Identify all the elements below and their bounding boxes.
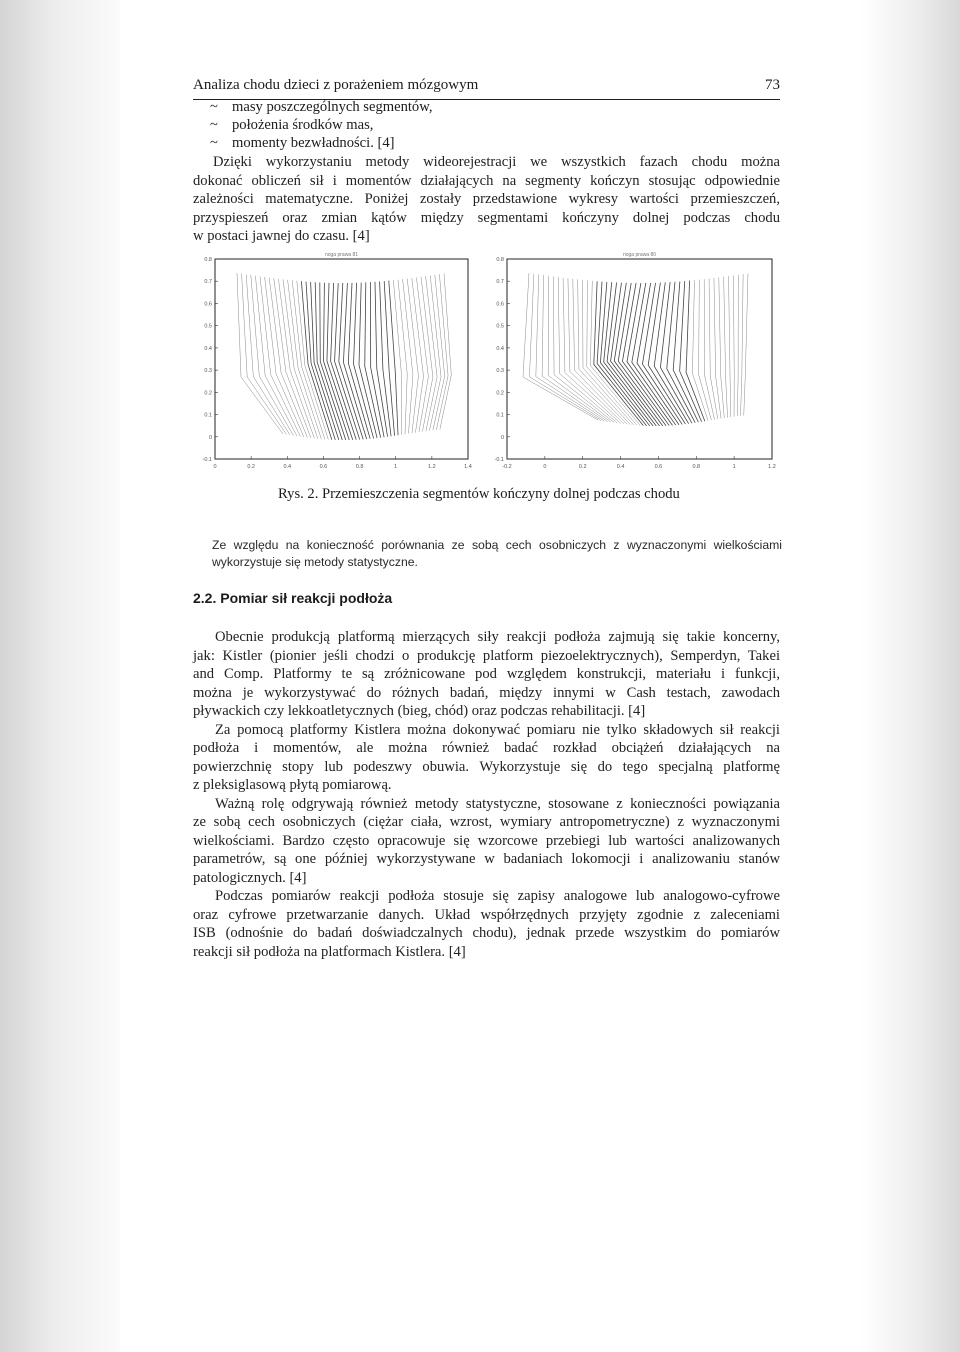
bullet-text: położenia środków mas,: [232, 117, 374, 133]
y-tick-label: 0.6: [204, 301, 212, 308]
header-title: Analiza chodu dzieci z porażeniem mózgowym: [193, 77, 479, 93]
text-line: przyspieszeń oraz zmian kątów między segmentami kończyny dolnej podczas chodu: [193, 209, 780, 226]
section-heading: 2.2. Pomiar sił reakcji podłoża: [193, 590, 393, 606]
bullet-text: momenty bezwładności. [4]: [232, 135, 395, 151]
y-tick-label: 0: [500, 434, 504, 441]
figure-graphic: [193, 248, 785, 476]
strand-line: [359, 283, 377, 438]
bullet-text: masy poszczególnych segmentów,: [232, 99, 433, 115]
strand-line: [265, 277, 304, 437]
y-tick-label: 0.6: [496, 301, 504, 308]
figure-note: [212, 537, 782, 570]
strand-line: [733, 275, 734, 416]
text-line: w postaci jawnej do czasu. [4]: [193, 228, 370, 244]
x-tick-label: 0.8: [355, 464, 364, 470]
panel-title: noga prawa 80: [622, 252, 657, 258]
scan-shadow-right: [860, 0, 960, 1352]
strand-line: [709, 279, 718, 420]
text-line: wielkościami. Bardzo często opracowuje się wzorcowe przebiegi lub wartości analizowanych: [193, 832, 780, 849]
y-tick-label: 0.5: [496, 323, 504, 330]
strand-line: [578, 279, 631, 424]
bullet-marker: ~: [210, 117, 218, 133]
y-tick-label: 0.3: [496, 368, 504, 375]
strand-line: [426, 276, 438, 431]
strand-line: [741, 274, 744, 416]
text-line: and Comp. Platformy te są zróżnicowane pod względem konstrukcji, materiału i funkcji,: [193, 666, 780, 682]
text-line: powierzchnię stopy lub podeszwy obuwia. Wykorzystuje się do tego specjalną platformę: [193, 758, 780, 775]
x-tick-label: 0.2: [247, 464, 255, 470]
x-tick-label: 0.4: [283, 464, 292, 470]
x-tick-label: 0.8: [692, 464, 701, 470]
running-header: [193, 77, 780, 100]
note-line: wykorzystuje się metody statystyczne.: [212, 554, 418, 569]
panel-title: noga prawa 81: [324, 252, 359, 258]
text-line: z pleksiglasową płytą pomiarową.: [193, 777, 392, 793]
text-line: ze sobą cech osobniczych (ciężar ciała, wzrost, wymiary antropometryczne) z wyznaczonymi: [193, 814, 780, 830]
strand-line: [737, 275, 738, 416]
x-tick-label: 1: [732, 464, 736, 470]
strand-line: [729, 276, 731, 417]
y-tick-label: 0.8: [496, 257, 504, 263]
x-tick-label: 1.2: [768, 464, 776, 470]
text-line: pływackich czy lekkoatletycznych (bieg, chód) oraz podczas rehabilitacji. [4]: [193, 703, 646, 719]
y-tick-label: 0.7: [496, 279, 504, 286]
strand-line: [429, 275, 441, 430]
strand-line: [648, 283, 685, 424]
y-tick-label: 0.5: [204, 323, 212, 330]
strand-line: [680, 281, 702, 422]
text-line: patologicznych. [4]: [193, 869, 307, 886]
text-line: Za pomocą platformy Kistlera można dokonywać pomiaru nie tylko składowych sił reakcji: [215, 721, 780, 738]
strand-line: [744, 273, 748, 415]
y-tick-label: 0.4: [496, 345, 504, 352]
y-tick-label: 0.7: [204, 279, 212, 286]
x-tick-label: 0.6: [319, 464, 328, 470]
bullet-marker: ~: [210, 135, 218, 151]
text-line: Obecnie produkcją platformą mierzących siły reakcji podłoża zajmują się takie koncerny,: [215, 629, 780, 645]
y-tick-label: 0.2: [204, 390, 212, 397]
stick-figure-strands: [523, 273, 748, 426]
plot-frame: [215, 259, 468, 459]
y-tick-label: -0.1: [494, 457, 504, 463]
strand-line: [242, 274, 287, 435]
intro-paragraph: [193, 153, 780, 246]
y-tick-label: 0.8: [204, 257, 212, 263]
x-tick-label: 0.2: [578, 464, 587, 470]
strand-line: [283, 279, 318, 438]
x-tick-label: 0.6: [654, 464, 663, 470]
text-line: można je wykorzystywać do różnych badań, między innymi w Cash testach, zawodach: [193, 684, 780, 701]
text-line: dokonać obliczeń sił i momentów działających na segmenty kończyn stosując odpowiednie: [193, 172, 780, 189]
figure-caption: Rys. 2. Przemieszczenia segmentów kończyny dolnej podczas chodu: [278, 486, 680, 502]
x-tick-label: 0: [213, 464, 217, 470]
strand-line: [724, 277, 728, 418]
note-line: Ze względu na konieczność porównania ze sobą cech osobniczych z wyznaczonymi wielkościami: [212, 538, 782, 552]
y-tick-label: 0: [208, 434, 212, 441]
text-line: podłoża i momentów, ale można również badać rozkład obciążeń działających na: [193, 740, 780, 756]
body-paragraphs: [193, 628, 780, 961]
strand-line: [719, 277, 725, 418]
text-line: zależności matematyczne. Poniżej zostały przedstawione wykresy wartości przemieszczeń,: [193, 191, 780, 207]
strand-line: [403, 279, 413, 434]
y-tick-label: 0.1: [204, 412, 212, 419]
x-tick-label: -0.2: [502, 464, 512, 470]
strand-line: [278, 279, 314, 438]
strand-line: [384, 281, 394, 436]
y-tick-label: 0.1: [496, 412, 504, 419]
bullet-marker: ~: [210, 99, 218, 115]
x-tick-label: 1.2: [428, 464, 436, 470]
y-tick-label: 0.4: [204, 345, 212, 352]
y-tick-label: -0.1: [202, 457, 212, 463]
strand-line: [255, 276, 297, 436]
strand-line: [529, 274, 601, 421]
page-number: 73: [765, 77, 780, 93]
text-line: ISB (odnośnie do badań doświadczalnych chodu), jednak przede wszystkim do pomiarów: [193, 925, 780, 941]
text-line: reakcji sił podłoża na platformach Kistlera. [4]: [193, 943, 466, 960]
strand-line: [407, 279, 418, 434]
x-tick-label: 1.4: [464, 464, 472, 470]
x-tick-label: 0.4: [616, 464, 625, 470]
text-line: parametrów, są one później wykorzystywane w badaniach lokomocji i analizowaniu stanów: [193, 851, 780, 867]
strand-line: [673, 281, 698, 422]
figure-segment-displacement: [193, 248, 785, 476]
text-line: Dzięki wykorzystaniu metody wideorejestracji we wszystkich fazach chodu można: [213, 154, 780, 170]
strand-line: [412, 278, 424, 433]
stick-figure-strands: [237, 273, 451, 440]
text-line: oraz cyfrowe przetwarzanie danych. Układ współrzędnych przyjęty zgodnie z zaleceniami: [193, 906, 780, 923]
strand-line: [607, 282, 656, 426]
strand-line: [389, 281, 398, 436]
strand-line: [398, 280, 407, 435]
y-tick-label: 0.2: [496, 390, 504, 397]
scan-shadow-left: [0, 0, 120, 1352]
text-line: jak: Kistler (pionier jeśli chodzi o produkcję platform piezoelektrycznych), Semperdyn, Takei: [193, 647, 780, 664]
text-line: Ważną rolę odgrywają również metody statystyczne, stosowane z konieczności powiązania: [215, 795, 780, 812]
text-line: Podczas pomiarów reakcji podłoża stosuje się zapisy analogowe lub analogowo-cyfrowe: [215, 888, 780, 904]
strand-line: [686, 281, 705, 422]
y-tick-label: 0.3: [204, 368, 212, 375]
x-tick-label: 0: [543, 464, 547, 470]
strand-line: [370, 282, 384, 437]
x-tick-label: 1: [394, 464, 398, 470]
